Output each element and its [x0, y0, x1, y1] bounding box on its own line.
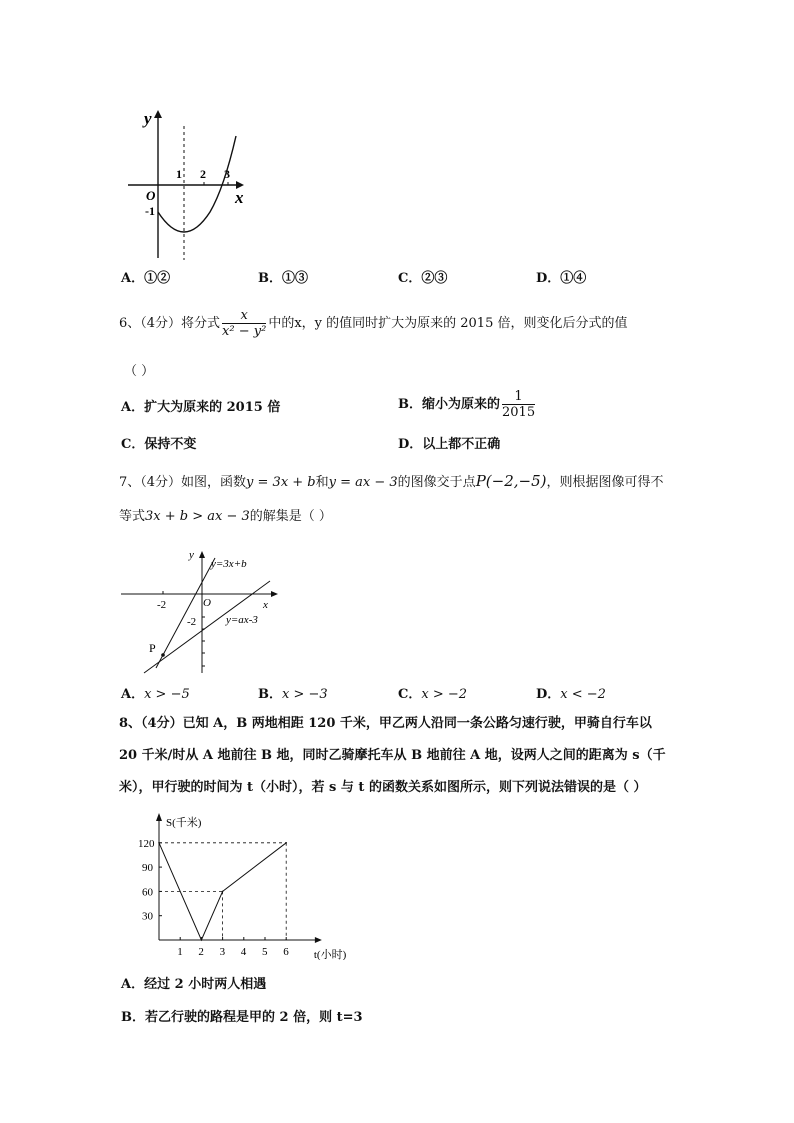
q6-answer-bracket: （ ） — [124, 364, 155, 379]
q7-x-tick-label: -2 — [157, 599, 167, 611]
q8-x-tick-label-3: 3 — [219, 946, 226, 958]
q5-parabola — [158, 136, 236, 232]
q8-x-axis-label: t(小时) — [313, 949, 347, 960]
q8-x-tick-label-5: 5 — [262, 946, 268, 958]
q5-x-tick-1: 1 — [176, 167, 182, 181]
q5-option-c[interactable]: C．②③ — [398, 271, 448, 286]
q8-y-axis-arrow — [156, 813, 162, 821]
q5-x-tick-3: 3 — [224, 167, 230, 181]
q8-x-tick-label-1: 1 — [177, 946, 183, 958]
q6-option-b-fraction: $\frac{1}{2015}$ — [502, 389, 536, 420]
q8-stem-line1: 8、（4分）已知 A，B 两地相距 120 千米，甲乙两人沿同一条公路匀速行驶，甲骑自行车以 — [119, 716, 652, 731]
q7-x-label: x — [263, 599, 268, 611]
q7-line2-label: y=ax-3 — [226, 614, 258, 626]
q7-stem-line2: 等式3x + b > ax − 3的解集是（ ） — [119, 509, 332, 524]
q6-option-c[interactable]: C．保持不变 — [121, 437, 197, 452]
q7-line-ax-minus-3 — [144, 581, 270, 673]
q8-y-tick-label-60: 60 — [142, 886, 153, 899]
q7-y-tick-label: -2 — [187, 616, 197, 628]
q5-origin-label: O — [146, 188, 156, 203]
q7-y-label: y — [189, 549, 194, 561]
q7-point-p — [161, 653, 165, 657]
q8-option-a[interactable]: A．经过 2 小时两人相遇 — [121, 977, 267, 992]
q5-y-label: y — [144, 109, 152, 128]
q7-stem-line1: 7、（4分）如图，函数y = 3x + b和y = ax − 3的图像交于点P(−2,−5)，则根据图像可得不 — [119, 472, 664, 490]
q8-distance-time-chart — [120, 810, 360, 960]
q7-point-label: P — [149, 641, 156, 655]
q6-option-d[interactable]: D．以上都不正确 — [398, 437, 501, 452]
q5-x-tick-2: 2 — [200, 167, 206, 181]
q8-option-b[interactable]: B．若乙行驶的路程是甲的 2 倍，则 t=3 — [121, 1010, 363, 1025]
q5-x-label: x — [235, 188, 244, 207]
q7-lines-graph — [118, 548, 283, 678]
q5-option-a[interactable]: A．①② — [121, 271, 171, 286]
q8-x-tick-label-4: 4 — [240, 946, 247, 958]
q8-y-tick-label-30: 30 — [142, 910, 153, 923]
q5-option-b[interactable]: B．①③ — [258, 271, 309, 286]
q8-x-axis-arrow — [315, 937, 322, 943]
q8-stem-line3: 米），甲行驶的时间为 t（小时），若 s 与 t 的函数关系如图所示，则下列说法错误的是（ ） — [119, 780, 647, 795]
q5-y-tick: -1 — [145, 204, 155, 218]
q7-line1-label: y=3x+b — [211, 558, 247, 570]
q8-y-axis-label: S(千米) — [166, 817, 202, 829]
q6-fraction: $\frac{x}{\text{x² − y²}}$ — [222, 308, 267, 339]
q7-origin-label: O — [203, 597, 211, 609]
q7-line-3x-plus-b — [156, 558, 215, 668]
q6-option-a[interactable]: A．扩大为原来的 2015 倍 — [121, 400, 281, 415]
q8-y-tick-label-90: 90 — [142, 862, 153, 875]
q5-y-arrow — [154, 110, 162, 118]
q6-stem: 6、（4分）将分式 $\frac{x}{\text{x² − y²}}$ 中的x，y 的值同时扩大为原来的 2015 倍，则变化后分式的值 — [119, 308, 628, 339]
q8-stem-line2: 20 千米/时从 A 地前往 B 地，同时乙骑摩托车从 B 地前往 A 地，设两人之间的距离为 s（千 — [119, 748, 666, 763]
q7-option-d[interactable]: D．x < −2 — [536, 687, 606, 702]
q8-x-tick-label-2: 2 — [198, 946, 204, 958]
q8-data-point-3 — [285, 842, 287, 844]
q5-parabola-graph — [120, 100, 260, 265]
q5-option-d[interactable]: D．①④ — [536, 271, 587, 286]
q7-option-c[interactable]: C．x > −2 — [398, 687, 468, 702]
q8-y-tick-label-120: 120 — [138, 837, 155, 850]
q8-data-point-2 — [222, 891, 224, 893]
q7-option-a[interactable]: A．x > −5 — [121, 687, 190, 702]
q7-option-b[interactable]: B．x > −3 — [258, 687, 328, 702]
q8-x-tick-label-6: 6 — [283, 946, 289, 958]
q6-option-b[interactable]: B．缩小为原来的 $\frac{1}{2015}$ — [398, 389, 536, 420]
